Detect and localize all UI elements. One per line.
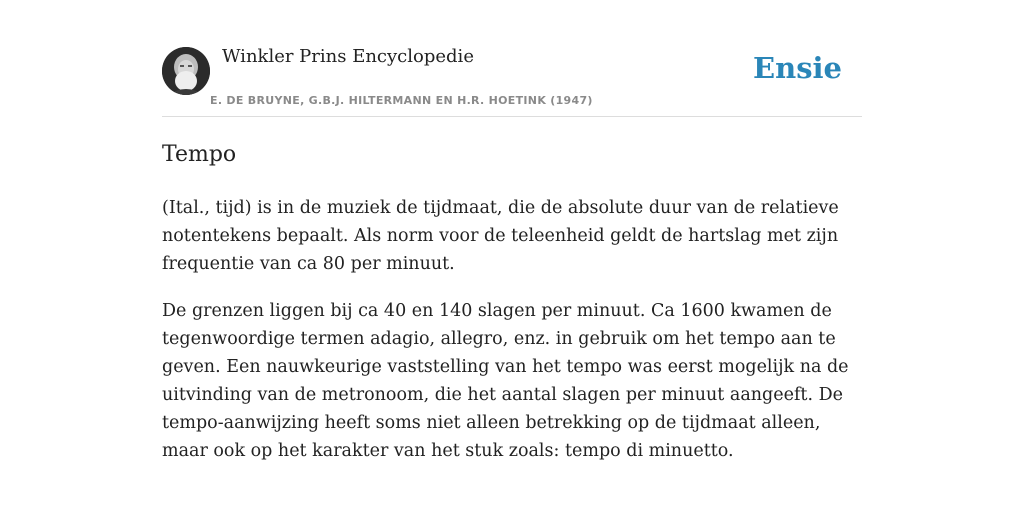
source-header [162, 44, 862, 117]
article [162, 140, 862, 484]
source-title[interactable]: Winkler Prins Encyclopedie [222, 46, 474, 67]
brand-logo[interactable]: Ensie [753, 51, 842, 85]
article-title: Tempo [162, 142, 237, 167]
authors-line: E. DE BRUYNE, G.B.J. HILTERMANN EN H.R. HOETINK (1947) [210, 94, 593, 107]
portrait-avatar-icon[interactable] [162, 47, 210, 95]
article-paragraph: De grenzen liggen bij ca 40 en 140 slagen per minuut. Ca 1600 kwamen de tegenwoordige termen adagio, allegro, enz. in gebruik om het tempo aan te geven. Een nauwkeurige vaststelling van het tempo was eerst mogelijk na de uitvinding van de metronoom, die het aantal slagen per minuut aangeeft. De tempo-aanwijzing heeft soms niet alleen betrekking op de tijdmaat alleen, maar ook op het karakter van het stuk zoals: tempo di minuetto. [162, 301, 849, 461]
article-paragraph: (Ital., tijd) is in de muziek de tijdmaat, die de absolute duur van de relatieve notentekens bepaalt. Als norm voor de teleenheid geldt de hartslag met zijn frequentie van ca 80 per minuut. [162, 198, 839, 274]
